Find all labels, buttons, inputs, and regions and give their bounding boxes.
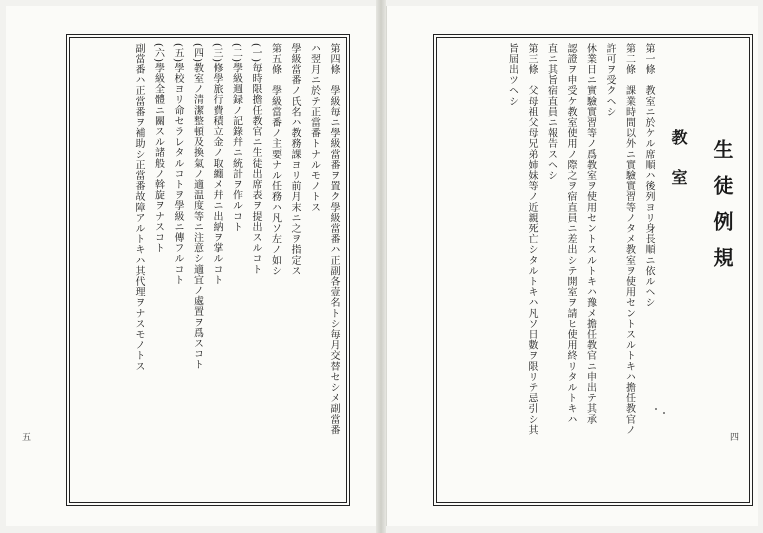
text-line: 學級當番ノ氏名ハ教務課ヨリ前月末ニ之ヲ指定ス [289,43,300,277]
right-text-frame [433,34,753,506]
text-line: 第二條 課業時間以外ニ實驗實習等ノタメ教室ヲ使用セントスルトキハ擔任教官ノ [623,43,635,436]
text-line: 第五條 學級當番ノ主要ナル任務ハ凡ソ左ノ如シ [269,43,281,277]
text-line: (五)學校ヨリ命セラレタルコトヲ學級ニ傳フルコト [172,43,183,286]
page-title: 生徒例規 [710,139,734,283]
left-page [6,6,377,526]
text-line: 第一條 教室ニ於ケル席順ハ後列ヨリ身長順ニ依ルヘシ [643,43,654,308]
left-page-number: 五 [22,433,32,443]
text-line: (二)學級週録ノ記錄幷ニ統計ヲ作ルコト [230,43,242,233]
book-gutter [376,0,386,533]
text-line: 第三條 父母祖父母兄弟姉妹等ノ近親死亡シタルトキハ凡ソ日數ヲ限リテ忌引シ其 [526,43,537,436]
text-line: 第四條 學級毎ニ學級當番ヲ置ク學級當番ハ正副各壹名トシ毎月交替セシメ副當番 [328,43,339,436]
text-line: 直ニ其旨宿直員ニ報告スヘシ [545,43,557,181]
text-line: (四)教室ノ清潔整頓及換氣ノ適温度等ニ注意シ適宜ノ處置ヲ爲スコト [191,43,203,371]
print-speck [655,408,657,410]
right-page [386,6,758,526]
text-line: 旨屆出ツヘシ [506,43,518,107]
text-line: 許可ヲ受クヘシ [604,43,615,118]
left-text-columns [67,35,349,505]
left-text-frame [66,34,350,506]
text-line: ハ翌月ニ於テ正當番トナルモノトス [308,43,320,213]
right-page-number: 四 [730,433,740,443]
text-line: 休業日ニ實驗實習等ノ爲教室ヲ使用セントスルトキハ豫メ擔任教官ニ申出テ其承 [584,43,596,425]
right-text-columns [434,35,752,505]
print-speck [663,412,665,414]
text-line: 認證ヲ申受ケ教室使用ノ際之ヲ宿直員ニ差出シテ開室ヲ請ヒ使用終リタルトキハ [565,43,576,425]
text-line: (六)學級全體ニ關スル諸般ノ斡旋ヲナスコト [152,43,164,254]
section-heading: 教室 [669,129,688,209]
text-line: 副當番ハ正當番ヲ補助シ正當番故障アルトキハ其代理ヲナスモノトス [133,43,144,372]
text-line: (一)毎時限擔任教官ニ生徒出席表ヲ提出スルコト [250,43,261,275]
text-line: (三)修學旅行費積立金ノ取纏メ幷ニ出納ヲ掌ルコト [211,43,222,286]
